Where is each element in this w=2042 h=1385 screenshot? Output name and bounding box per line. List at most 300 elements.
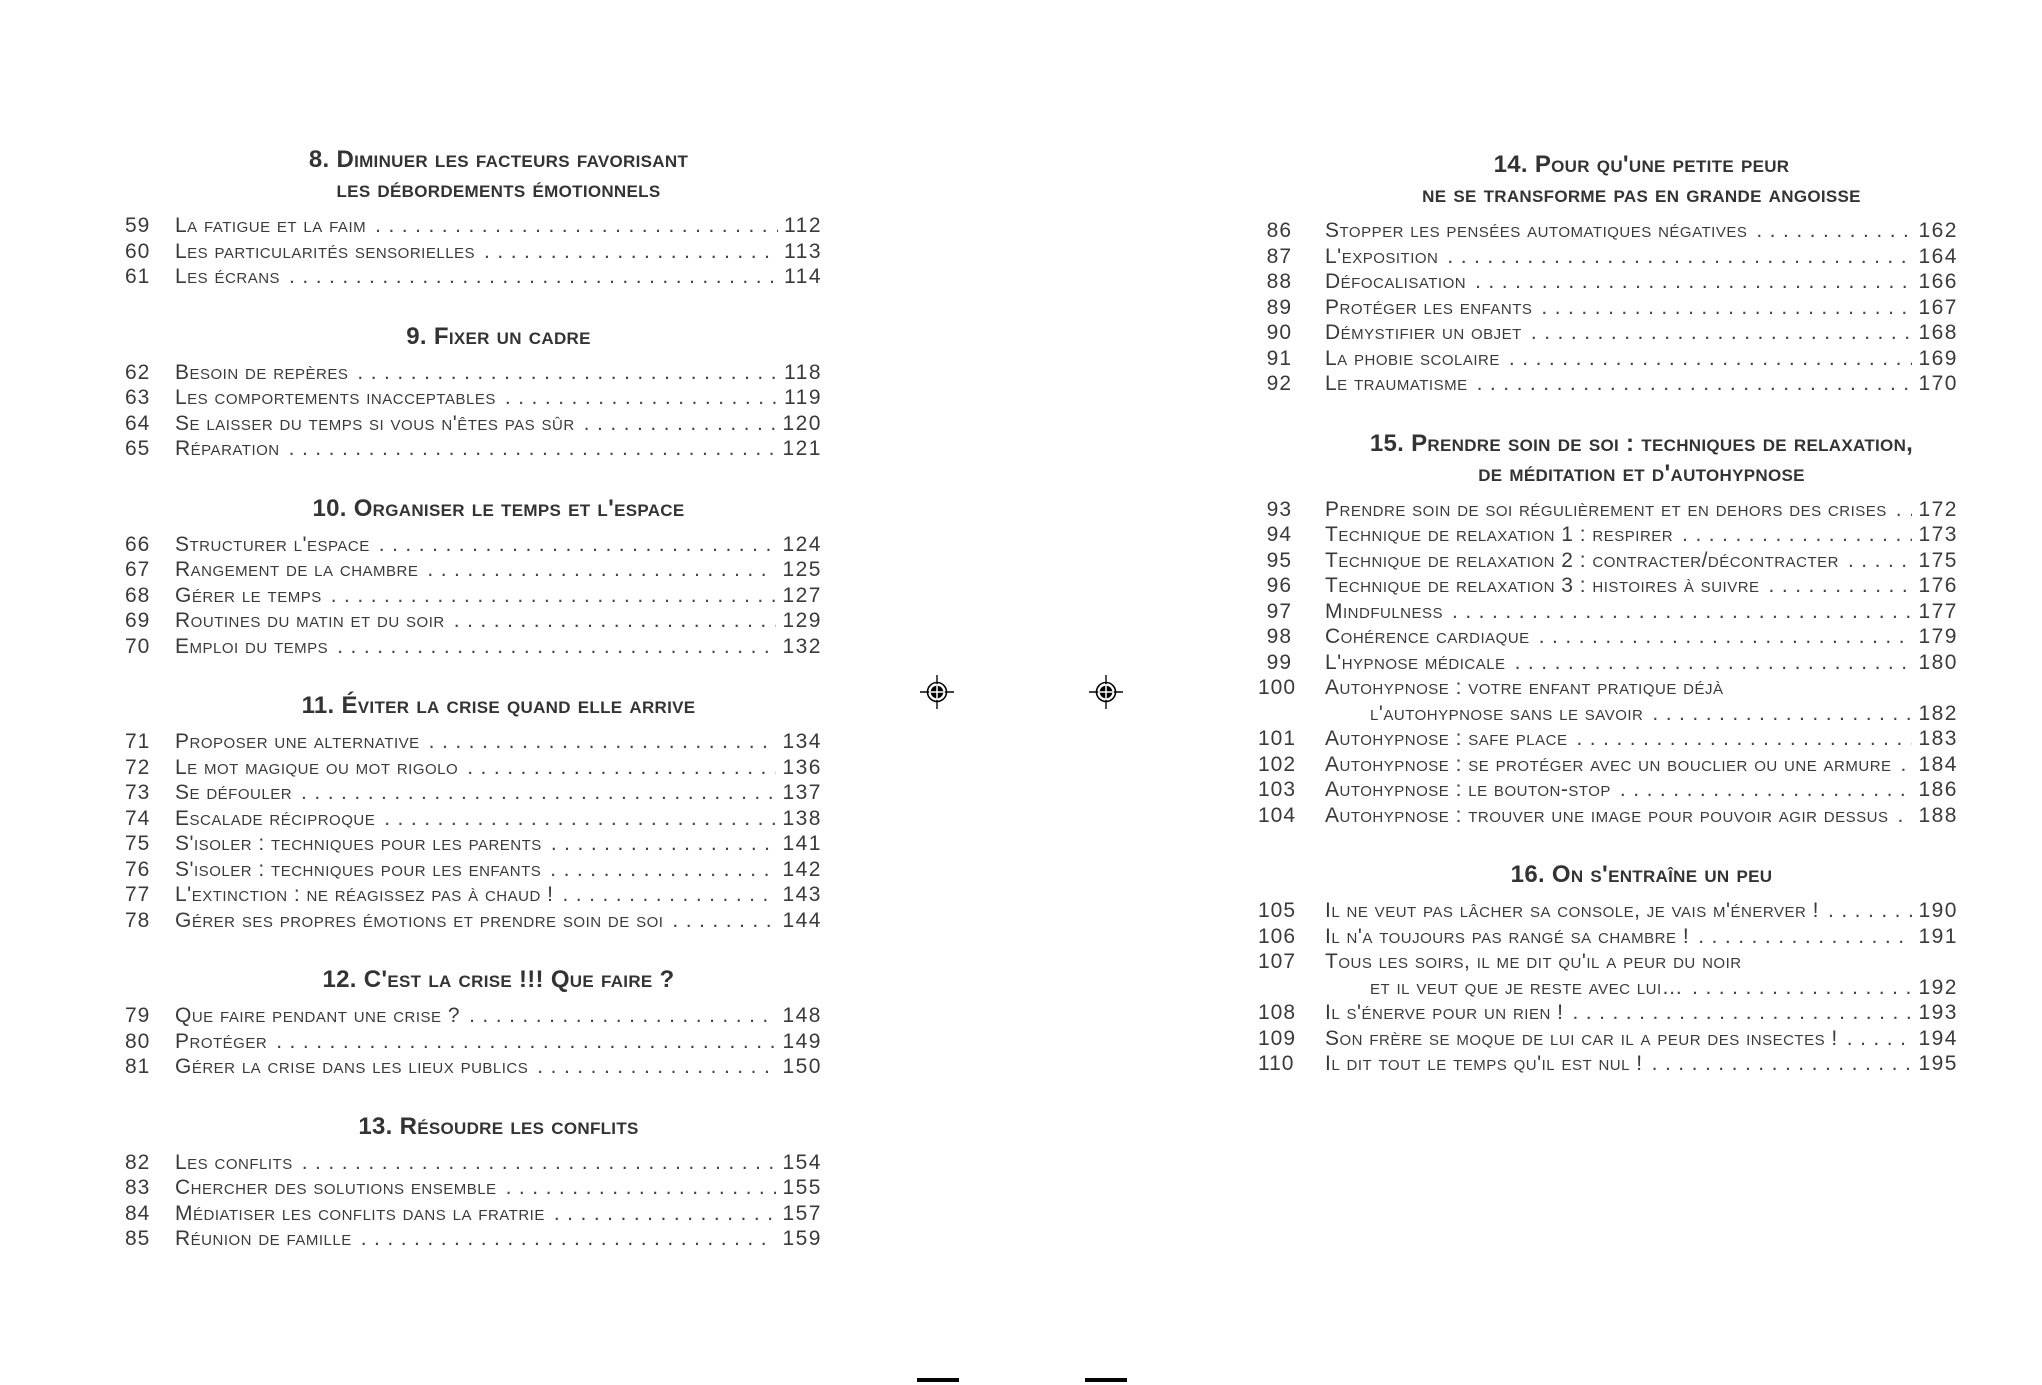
dot-leader: [1539, 624, 1913, 650]
entry-page-number: 170: [1918, 372, 1958, 395]
entry-line: [1325, 1000, 1958, 1026]
dot-leader: [361, 1226, 777, 1252]
dot-leader: [429, 729, 777, 755]
entry-title: Proposer une alternative: [175, 730, 420, 753]
entry-page-number: 127: [782, 583, 822, 607]
entry-page-number: 120: [782, 411, 822, 435]
entry-title: Il dit tout le temps qu'il est nul !: [1325, 1052, 1643, 1075]
dot-leader: [1531, 320, 1913, 346]
entry-page-number: 118: [784, 360, 822, 384]
entry-line: [175, 264, 822, 290]
toc-entry: [1258, 244, 1958, 270]
entry-line: [1325, 320, 1958, 346]
entry-page-number: 169: [1918, 346, 1958, 370]
entry-body: [175, 385, 822, 411]
toc-entry: [1258, 1026, 1958, 1052]
entry-page-number: 132: [782, 634, 822, 658]
dot-leader: [357, 360, 778, 386]
entry-number: 63: [125, 386, 151, 409]
entry-line: [1325, 548, 1958, 574]
entry-page-number: 134: [782, 730, 822, 753]
entry-line: [1325, 803, 1958, 829]
entry-title: Il s'énerve pour un rien !: [1325, 1001, 1564, 1024]
entry-body: [1325, 497, 1958, 523]
entry-body: [1325, 1051, 1958, 1077]
entry-body: [1325, 949, 1958, 1000]
dot-leader: [1572, 1000, 1912, 1026]
toc-entry: [1258, 803, 1958, 829]
entry-body: [175, 857, 822, 883]
toc-entry: [125, 755, 822, 781]
entry-line: [1325, 777, 1958, 803]
entry-body: [1325, 218, 1958, 244]
entry-line: [175, 634, 822, 660]
toc-entry: [125, 1226, 822, 1252]
toc-entry: [1258, 346, 1958, 372]
dot-leader: [672, 908, 776, 934]
entry-line: [1325, 675, 1958, 701]
dot-leader: [562, 882, 776, 908]
section-heading: [175, 1112, 822, 1142]
toc-section: [125, 691, 822, 933]
entry-line: [1325, 898, 1958, 924]
entry-body: [175, 1029, 822, 1055]
entry-number: 84: [125, 1201, 151, 1225]
entry-line: [175, 882, 822, 908]
dot-leader: [1848, 548, 1913, 574]
toc-entry: [125, 583, 822, 609]
entry-line: [1325, 371, 1958, 397]
toc-entry: [1258, 1051, 1958, 1077]
section-heading-line: [175, 322, 822, 352]
entry-body: [1325, 295, 1958, 321]
entry-number: 79: [125, 1004, 151, 1027]
toc-section: [125, 494, 822, 660]
entry-line: [175, 831, 822, 857]
section-title: On s'entraîne un peu: [1551, 861, 1773, 888]
registration-mark-icon: [1089, 675, 1123, 709]
entry-title: Le traumatisme: [1325, 372, 1468, 395]
entry-number: 77: [125, 883, 151, 906]
entry-page-number: 183: [1918, 727, 1958, 750]
entry-body: [175, 1175, 822, 1201]
toc-section: [1258, 860, 1958, 1077]
entry-title: Emploi du temps: [175, 634, 329, 658]
entry-page-number: 137: [782, 781, 822, 804]
entry-line: [1325, 522, 1958, 548]
toc-entry: [1258, 548, 1958, 574]
dot-leader: [1652, 701, 1912, 727]
entry-body: [1325, 752, 1958, 778]
toc-entry: [125, 239, 822, 265]
entry-body: [1325, 599, 1958, 625]
toc-section: [125, 965, 822, 1080]
entry-number: 97: [1266, 599, 1292, 623]
toc-entry: [1258, 752, 1958, 778]
crop-mark: [917, 1378, 959, 1382]
entry-body: [175, 831, 822, 857]
entry-body: [1325, 624, 1958, 650]
entry-line: [175, 806, 822, 832]
toc-entry: [125, 857, 822, 883]
toc-entry: [125, 882, 822, 908]
toc-section: [125, 1112, 822, 1252]
entry-number: 83: [125, 1176, 151, 1199]
entry-line: [175, 1003, 822, 1029]
entry-line: [1325, 1051, 1958, 1077]
registration-mark-icon: [920, 675, 954, 709]
entry-body: [1325, 675, 1958, 726]
entry-title: et il veut que je reste avec lui…: [1370, 975, 1684, 999]
section-number: 16.: [1510, 861, 1545, 888]
entry-body: [175, 1054, 822, 1080]
entry-body: [175, 634, 822, 660]
entry-line: [1325, 218, 1958, 244]
dot-leader: [1769, 573, 1913, 599]
entry-line: [175, 385, 822, 411]
toc-entry: [125, 436, 822, 462]
section-title: Prendre soin de soi : techniques de relaxation,: [1411, 429, 1914, 457]
entry-line: [175, 583, 822, 609]
section-number: 12.: [322, 966, 357, 993]
entry-number: 101: [1258, 727, 1297, 750]
entry-title: Gérer le temps: [175, 583, 322, 607]
entry-title: Son frère se moque de lui car il a peur des insectes !: [1325, 1026, 1838, 1050]
entry-list: [125, 1003, 822, 1080]
toc-entry: [125, 213, 822, 239]
section-number: 13.: [358, 1112, 393, 1140]
entry-line: [1325, 269, 1958, 295]
dot-leader: [427, 557, 776, 583]
entry-number: 90: [1266, 321, 1292, 344]
section-number: 15.: [1369, 429, 1405, 457]
toc-entry: [1258, 218, 1958, 244]
entry-body: [1325, 924, 1958, 950]
toc-entry: [125, 557, 822, 583]
entry-number: 108: [1258, 1001, 1297, 1024]
entry-number: 74: [125, 806, 151, 830]
toc-section: [125, 322, 822, 462]
entry-title: Cohérence cardiaque: [1325, 625, 1530, 648]
section-title: Organiser le temps et l'espace: [353, 494, 685, 522]
entry-number: 109: [1258, 1026, 1297, 1050]
entry-body: [175, 755, 822, 781]
entry-title: Mindfulness: [1325, 599, 1444, 623]
entry-page-number: 173: [1918, 523, 1958, 546]
section-number: 14.: [1493, 151, 1528, 178]
entry-page-number: 136: [782, 755, 822, 779]
section-heading-line: [175, 175, 822, 205]
section-title: Fixer un cadre: [433, 322, 591, 350]
entry-title: Les particularités sensorielles: [175, 239, 476, 263]
entry-page-number: 112: [784, 214, 822, 237]
toc-entry: [125, 1003, 822, 1029]
entry-title: Les conflits: [175, 1150, 293, 1174]
entry-title: Les comportements inacceptables: [175, 386, 496, 409]
entry-list: [125, 360, 822, 462]
dot-leader: [1620, 777, 1913, 803]
entry-page-number: 177: [1918, 599, 1958, 623]
toc-page-left: [125, 145, 822, 1284]
section-title: Diminuer les facteurs favorisant: [336, 146, 689, 173]
entry-line: [1325, 573, 1958, 599]
section-title: ne se transforme pas en grande angoisse: [1422, 181, 1861, 208]
dot-leader: [1828, 898, 1912, 924]
entry-title: Structurer l'espace: [175, 532, 370, 556]
entry-title: Se défouler: [175, 781, 293, 804]
section-heading-line: [175, 965, 822, 995]
entry-page-number: 150: [782, 1055, 822, 1078]
dot-leader: [289, 436, 777, 462]
entry-page-number: 124: [782, 532, 822, 556]
entry-number: 86: [1266, 219, 1292, 242]
section-heading: [175, 965, 822, 995]
dot-leader: [1652, 1051, 1913, 1077]
toc-entry: [125, 1054, 822, 1080]
entry-body: [1325, 777, 1958, 803]
dot-leader: [276, 1029, 776, 1055]
section-title: Éviter la crise quand elle arrive: [341, 692, 696, 719]
entry-line: [175, 908, 822, 934]
entry-title: Gérer la crise dans les lieux publics: [175, 1055, 529, 1078]
entry-body: [175, 583, 822, 609]
entry-number: 81: [125, 1055, 151, 1078]
entry-number: 94: [1266, 523, 1292, 546]
entry-number: 66: [125, 532, 151, 556]
entry-body: [175, 1226, 822, 1252]
entry-body: [1325, 320, 1958, 346]
toc-entry: [125, 385, 822, 411]
section-heading-line: [1325, 459, 1958, 489]
entry-title: L'exposition: [1325, 244, 1439, 268]
toc-entry: [125, 831, 822, 857]
dot-leader: [331, 583, 777, 609]
entry-line: [175, 729, 822, 755]
section-heading-line: [1325, 860, 1958, 890]
entry-body: [1325, 548, 1958, 574]
dot-leader: [554, 1201, 777, 1227]
toc-entry: [1258, 1000, 1958, 1026]
entry-line: [175, 1150, 822, 1176]
dot-leader: [469, 1003, 776, 1029]
section-heading-line: [1325, 150, 1958, 180]
entry-number: 82: [125, 1150, 151, 1174]
entry-title: L'hypnose médicale: [1325, 650, 1506, 674]
entry-title: La phobie scolaire: [1325, 346, 1500, 370]
dot-leader: [1896, 497, 1913, 523]
entry-number: 110: [1258, 1052, 1295, 1075]
toc-entry: [1258, 898, 1958, 924]
entry-title: Il n'a toujours pas rangé sa chambre !: [1325, 924, 1690, 948]
entry-line: [175, 411, 822, 437]
dot-leader: [302, 1150, 777, 1176]
section-heading: [1325, 429, 1958, 489]
entry-page-number: 188: [1918, 803, 1958, 827]
toc-entry: [125, 1201, 822, 1227]
dot-leader: [484, 239, 778, 265]
entry-title: Autohypnose : le bouton-stop: [1325, 778, 1611, 801]
entry-line: [1325, 949, 1958, 975]
entry-number: 68: [125, 583, 151, 607]
toc-entry: [1258, 295, 1958, 321]
entry-page-number: 149: [782, 1029, 822, 1053]
entry-body: [175, 557, 822, 583]
dot-leader: [1477, 371, 1913, 397]
entry-body: [1325, 803, 1958, 829]
entry-body: [175, 360, 822, 386]
entry-line: [175, 1054, 822, 1080]
toc-entry: [125, 634, 822, 660]
dot-leader: [1756, 218, 1912, 244]
entry-line: [1325, 244, 1958, 270]
toc-entry: [1258, 624, 1958, 650]
entry-page-number: 142: [782, 857, 822, 881]
entry-number: 70: [125, 634, 151, 658]
entry-title: Réparation: [175, 437, 280, 460]
section-heading: [175, 494, 822, 524]
entry-title: Que faire pendant une crise ?: [175, 1004, 461, 1027]
entry-title: Escalade réciproque: [175, 806, 376, 830]
entry-page-number: 159: [782, 1227, 822, 1250]
entry-line: [175, 239, 822, 265]
entry-page-number: 172: [1918, 497, 1958, 521]
entry-line: [1325, 599, 1958, 625]
entry-page-number: 191: [1918, 924, 1958, 948]
entry-number: 105: [1258, 899, 1297, 922]
entry-page-number: 157: [782, 1201, 822, 1225]
entry-line: [1325, 624, 1958, 650]
entry-page-number: 168: [1918, 321, 1958, 344]
entry-number: 89: [1266, 295, 1292, 319]
entry-title: Médiatiser les conflits dans la fratrie: [175, 1201, 545, 1225]
entry-page-number: 148: [782, 1004, 822, 1027]
entry-body: [175, 608, 822, 634]
toc-entry: [125, 1175, 822, 1201]
entry-number: 76: [125, 857, 151, 881]
dot-leader: [301, 780, 776, 806]
dot-leader: [1692, 975, 1912, 1001]
entry-line: [1325, 346, 1958, 372]
entry-number: 72: [125, 755, 151, 779]
entry-page-number: 190: [1918, 899, 1958, 922]
section-number: 10.: [312, 494, 347, 522]
entry-body: [1325, 1026, 1958, 1052]
entry-body: [1325, 898, 1958, 924]
entry-title: S'isoler : techniques pour les enfants: [175, 857, 542, 881]
entry-number: 107: [1258, 950, 1297, 973]
crop-mark: [1085, 1378, 1127, 1382]
entry-page-number: 162: [1918, 219, 1958, 242]
entry-title: Besoin de repères: [175, 360, 349, 384]
section-number: 11.: [301, 692, 335, 719]
toc-entry: [125, 1150, 822, 1176]
entry-title: Technique de relaxation 2 : contracter/décontracter: [1325, 548, 1839, 572]
dot-leader: [1576, 726, 1912, 752]
entry-page-number: 141: [782, 832, 822, 855]
section-heading: [1325, 860, 1958, 890]
toc-page-right: [1258, 150, 1958, 1109]
entry-body: [175, 806, 822, 832]
entry-body: [1325, 573, 1958, 599]
toc-entry: [125, 780, 822, 806]
toc-entry: [1258, 320, 1958, 346]
entry-number: 87: [1266, 244, 1292, 268]
entry-body: [175, 213, 822, 239]
entry-line: [175, 360, 822, 386]
entry-line: [1325, 295, 1958, 321]
entry-title: La fatigue et la faim: [175, 214, 367, 237]
entry-title: Il ne veut pas lâcher sa console, je vais m'énerver !: [1325, 899, 1819, 922]
dot-leader: [384, 806, 776, 832]
toc-entry: [1258, 522, 1958, 548]
entry-line: [175, 213, 822, 239]
entry-page-number: 179: [1918, 625, 1958, 648]
dot-leader: [1509, 346, 1913, 372]
entry-number: 100: [1258, 676, 1297, 699]
entry-body: [1325, 371, 1958, 397]
entry-body: [175, 908, 822, 934]
toc-section: [125, 145, 822, 290]
dot-leader: [1847, 1026, 1913, 1052]
entry-number: 91: [1266, 346, 1292, 370]
entry-body: [175, 239, 822, 265]
entry-body: [1325, 650, 1958, 676]
entry-number: 73: [125, 781, 151, 804]
entry-number: 60: [125, 239, 151, 263]
section-heading-line: [175, 145, 822, 175]
entry-line: [175, 608, 822, 634]
entry-list: [1258, 218, 1958, 397]
entry-title: Autohypnose : se protéger avec un bouclier ou une armure: [1325, 752, 1892, 776]
entry-body: [1325, 726, 1958, 752]
entry-number: 64: [125, 411, 151, 435]
entry-number: 106: [1258, 924, 1297, 948]
toc-entry: [125, 908, 822, 934]
section-title: les débordements émotionnels: [336, 176, 661, 203]
entry-number: 96: [1266, 574, 1292, 597]
entry-title: Technique de relaxation 3 : histoires à suivre: [1325, 574, 1760, 597]
dot-leader: [1515, 650, 1913, 676]
entry-body: [175, 532, 822, 558]
entry-line: [175, 755, 822, 781]
dot-leader: [550, 857, 776, 883]
toc-entry: [1258, 371, 1958, 397]
section-heading-line: [175, 1112, 822, 1142]
entry-line: [1325, 497, 1958, 523]
entry-body: [1325, 244, 1958, 270]
entry-body: [175, 729, 822, 755]
entry-line: [1325, 975, 1958, 1001]
entry-title: Prendre soin de soi régulièrement et en dehors des crises: [1325, 497, 1887, 521]
section-number: 9.: [406, 322, 427, 350]
toc-entry: [1258, 726, 1958, 752]
entry-number: 93: [1266, 497, 1292, 521]
section-heading: [1325, 150, 1958, 210]
entry-page-number: 182: [1918, 701, 1958, 725]
entry-line: [175, 1029, 822, 1055]
entry-body: [1325, 1000, 1958, 1026]
dot-leader: [337, 634, 776, 660]
toc-entry: [1258, 777, 1958, 803]
dot-leader: [379, 532, 777, 558]
dot-leader: [551, 831, 777, 857]
entry-line: [1325, 1026, 1958, 1052]
entry-page-number: 138: [782, 806, 822, 830]
entry-number: 61: [125, 265, 151, 288]
entry-line: [1325, 726, 1958, 752]
section-heading: [175, 145, 822, 205]
dot-leader: [1452, 599, 1912, 625]
